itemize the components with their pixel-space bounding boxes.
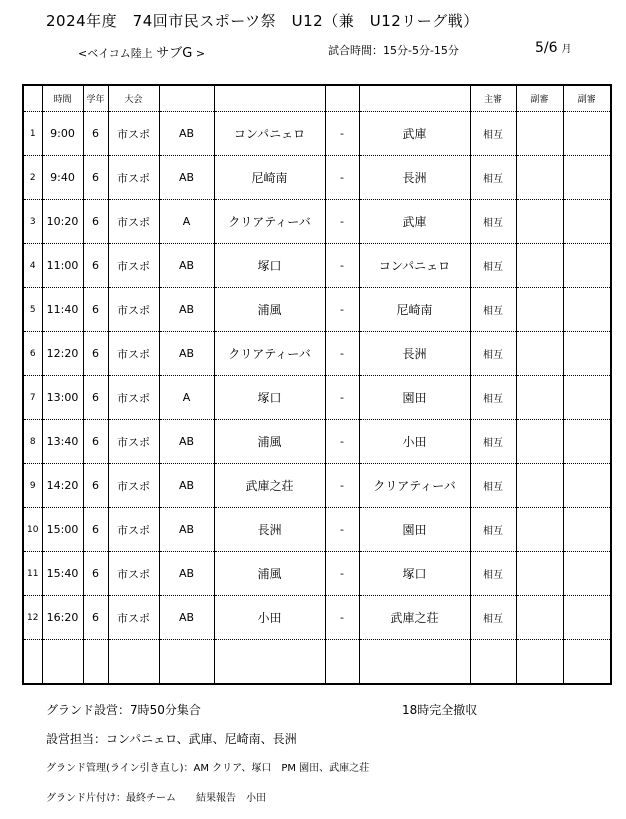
division-cell: AB [159, 596, 214, 640]
assistant-referee-2-cell [563, 112, 611, 156]
row-number: 11 [23, 552, 42, 596]
table-row [23, 156, 611, 200]
match-time-cell: 9:40 [42, 156, 83, 200]
versus-cell: - [325, 200, 359, 244]
header-cell: 学年 [83, 85, 108, 112]
header-cell: 副審 [516, 85, 563, 112]
versus-cell: - [325, 112, 359, 156]
grade-cell [83, 640, 108, 685]
assistant-referee-1-cell [516, 596, 563, 640]
home-team-cell: 尼崎南 [214, 156, 325, 200]
assistant-referee-2-cell [563, 376, 611, 420]
grade-cell: 6 [83, 420, 108, 464]
assistant-referee-1-cell [516, 376, 563, 420]
grade-cell: 6 [83, 200, 108, 244]
referee-cell: 相互 [470, 420, 516, 464]
home-team-cell: 武庫之荘 [214, 464, 325, 508]
row-number [23, 640, 42, 685]
versus-cell: - [325, 244, 359, 288]
assistant-referee-1-cell [516, 244, 563, 288]
division-cell: A [159, 376, 214, 420]
assistant-referee-2-cell [563, 464, 611, 508]
date-weekday: 月 [561, 44, 572, 55]
versus-cell [325, 640, 359, 685]
referee-cell: 相互 [470, 332, 516, 376]
assistant-referee-1-cell [516, 200, 563, 244]
event-cell [108, 640, 159, 685]
home-team-cell: 塚口 [214, 376, 325, 420]
home-team-cell [214, 640, 325, 685]
table-row [23, 552, 611, 596]
row-number: 6 [23, 332, 42, 376]
home-team-cell: クリアティーバ [214, 200, 325, 244]
schedule-table [22, 84, 612, 685]
row-number: 5 [23, 288, 42, 332]
away-team-cell [359, 640, 470, 685]
away-team-cell: 武庫 [359, 112, 470, 156]
table-row [23, 288, 611, 332]
event-cell: 市スポ [108, 464, 159, 508]
assistant-referee-2-cell [563, 420, 611, 464]
match-time-cell: 11:40 [42, 288, 83, 332]
grade-cell: 6 [83, 552, 108, 596]
home-team-cell: クリアティーバ [214, 332, 325, 376]
versus-cell: - [325, 596, 359, 640]
referee-cell: 相互 [470, 464, 516, 508]
match-time-cell: 15:00 [42, 508, 83, 552]
referee-cell: 相互 [470, 200, 516, 244]
match-time-cell [42, 640, 83, 685]
page-title: 2024年度 74回市民スポーツ祭 U12（兼 U12リーグ戦） [46, 12, 479, 30]
assistant-referee-1-cell [516, 464, 563, 508]
home-team-cell: 長洲 [214, 508, 325, 552]
versus-cell: - [325, 156, 359, 200]
home-team-cell: コンパニェロ [214, 112, 325, 156]
home-team-cell: 浦風 [214, 552, 325, 596]
versus-cell: - [325, 332, 359, 376]
table-row [23, 640, 611, 685]
match-time-cell: 14:20 [42, 464, 83, 508]
row-number: 4 [23, 244, 42, 288]
table-row [23, 112, 611, 156]
home-team-cell: 浦風 [214, 288, 325, 332]
grade-cell: 6 [83, 244, 108, 288]
home-team-cell: 塚口 [214, 244, 325, 288]
referee-cell: 相互 [470, 156, 516, 200]
header-cell: 副審 [563, 85, 611, 112]
setup-teams-note: 設営担当：コンパニェロ、武庫、尼崎南、長洲 [46, 732, 297, 746]
match-time-cell: 10:20 [42, 200, 83, 244]
row-number: 7 [23, 376, 42, 420]
header-cell [325, 85, 359, 112]
assistant-referee-2-cell [563, 156, 611, 200]
date-value: 5/6 [535, 40, 558, 56]
away-team-cell: 塚口 [359, 552, 470, 596]
assistant-referee-1-cell [516, 420, 563, 464]
assistant-referee-1-cell [516, 640, 563, 685]
assistant-referee-2-cell [563, 596, 611, 640]
table-header [23, 85, 611, 112]
referee-cell: 相互 [470, 376, 516, 420]
assistant-referee-1-cell [516, 288, 563, 332]
home-team-cell: 小田 [214, 596, 325, 640]
away-team-cell: 園田 [359, 508, 470, 552]
division-cell: AB [159, 420, 214, 464]
assistant-referee-2-cell [563, 332, 611, 376]
referee-cell: 相互 [470, 112, 516, 156]
grade-cell: 6 [83, 376, 108, 420]
header-cell [214, 85, 325, 112]
referee-cell [470, 640, 516, 685]
event-cell: 市スポ [108, 508, 159, 552]
assistant-referee-2-cell [563, 244, 611, 288]
event-cell: 市スポ [108, 244, 159, 288]
grade-cell: 6 [83, 596, 108, 640]
away-team-cell: 園田 [359, 376, 470, 420]
row-number: 1 [23, 112, 42, 156]
grade-cell: 6 [83, 112, 108, 156]
header-cell [159, 85, 214, 112]
away-team-cell: 小田 [359, 420, 470, 464]
away-team-cell: 尼崎南 [359, 288, 470, 332]
away-team-cell: クリアティーバ [359, 464, 470, 508]
header-cell: 主審 [470, 85, 516, 112]
versus-cell: - [325, 288, 359, 332]
assistant-referee-2-cell [563, 200, 611, 244]
grade-cell: 6 [83, 332, 108, 376]
division-cell: A [159, 200, 214, 244]
row-number: 2 [23, 156, 42, 200]
away-team-cell: 武庫之荘 [359, 596, 470, 640]
header-cell [23, 85, 42, 112]
grade-cell: 6 [83, 508, 108, 552]
table-row [23, 596, 611, 640]
match-time-cell: 9:00 [42, 112, 83, 156]
match-time-cell: 13:00 [42, 376, 83, 420]
event-cell: 市スポ [108, 200, 159, 244]
match-time-cell: 15:40 [42, 552, 83, 596]
match-time-cell: 11:00 [42, 244, 83, 288]
assistant-referee-1-cell [516, 332, 563, 376]
table-row [23, 508, 611, 552]
match-time-cell: 12:20 [42, 332, 83, 376]
table-row [23, 332, 611, 376]
assistant-referee-1-cell [516, 508, 563, 552]
home-team-cell: 浦風 [214, 420, 325, 464]
row-number: 8 [23, 420, 42, 464]
row-number: 9 [23, 464, 42, 508]
division-cell [159, 640, 214, 685]
referee-cell: 相互 [470, 552, 516, 596]
versus-cell: - [325, 552, 359, 596]
event-cell: 市スポ [108, 288, 159, 332]
event-cell: 市スポ [108, 332, 159, 376]
assistant-referee-2-cell [563, 552, 611, 596]
header-cell: 時間 [42, 85, 83, 112]
event-cell: 市スポ [108, 596, 159, 640]
match-time: 試合時間：15分-5分-15分 [328, 44, 459, 57]
away-team-cell: 武庫 [359, 200, 470, 244]
referee-cell: 相互 [470, 508, 516, 552]
assistant-referee-1-cell [516, 552, 563, 596]
venue-prefix: <ベイコム陸上 [78, 47, 153, 60]
venue-suffix: > [195, 47, 206, 60]
versus-cell: - [325, 376, 359, 420]
assistant-referee-1-cell [516, 112, 563, 156]
table-row [23, 244, 611, 288]
grade-cell: 6 [83, 464, 108, 508]
division-cell: AB [159, 552, 214, 596]
division-cell: AB [159, 112, 214, 156]
grade-cell: 6 [83, 288, 108, 332]
cleanup-note: グランド片付け：最終チーム 結果報告 小田 [46, 793, 266, 804]
table-row [23, 376, 611, 420]
assistant-referee-2-cell [563, 640, 611, 685]
event-cell: 市スポ [108, 112, 159, 156]
event-cell: 市スポ [108, 376, 159, 420]
header-cell [359, 85, 470, 112]
away-team-cell: 長洲 [359, 156, 470, 200]
division-cell: AB [159, 288, 214, 332]
versus-cell: - [325, 508, 359, 552]
referee-cell: 相互 [470, 288, 516, 332]
referee-cell: 相互 [470, 596, 516, 640]
division-cell: AB [159, 464, 214, 508]
header-cell: 大会 [108, 85, 159, 112]
division-cell: AB [159, 508, 214, 552]
ground-management-note: グランド管理(ライン引き直し)：AM クリア、塚口 PM 園田、武庫之荘 [46, 763, 370, 774]
table-row [23, 464, 611, 508]
row-number: 12 [23, 596, 42, 640]
assistant-referee-1-cell [516, 156, 563, 200]
row-number: 3 [23, 200, 42, 244]
event-cell: 市スポ [108, 156, 159, 200]
event-cell: 市スポ [108, 420, 159, 464]
division-cell: AB [159, 156, 214, 200]
row-number: 10 [23, 508, 42, 552]
venue-main: サブG [156, 46, 193, 61]
assistant-referee-2-cell [563, 288, 611, 332]
division-cell: AB [159, 332, 214, 376]
grade-cell: 6 [83, 156, 108, 200]
assistant-referee-2-cell [563, 508, 611, 552]
venue-label [78, 42, 205, 61]
versus-cell: - [325, 464, 359, 508]
away-team-cell: コンパニェロ [359, 244, 470, 288]
table-row [23, 420, 611, 464]
versus-cell: - [325, 420, 359, 464]
match-time-cell: 13:40 [42, 420, 83, 464]
event-cell: 市スポ [108, 552, 159, 596]
setup-note: グランド設営：7時50分集合 [46, 703, 201, 717]
date [535, 40, 572, 56]
table-row [23, 200, 611, 244]
withdraw-note: 18時完全撤収 [402, 703, 478, 717]
division-cell: AB [159, 244, 214, 288]
match-time-cell: 16:20 [42, 596, 83, 640]
away-team-cell: 長洲 [359, 332, 470, 376]
referee-cell: 相互 [470, 244, 516, 288]
